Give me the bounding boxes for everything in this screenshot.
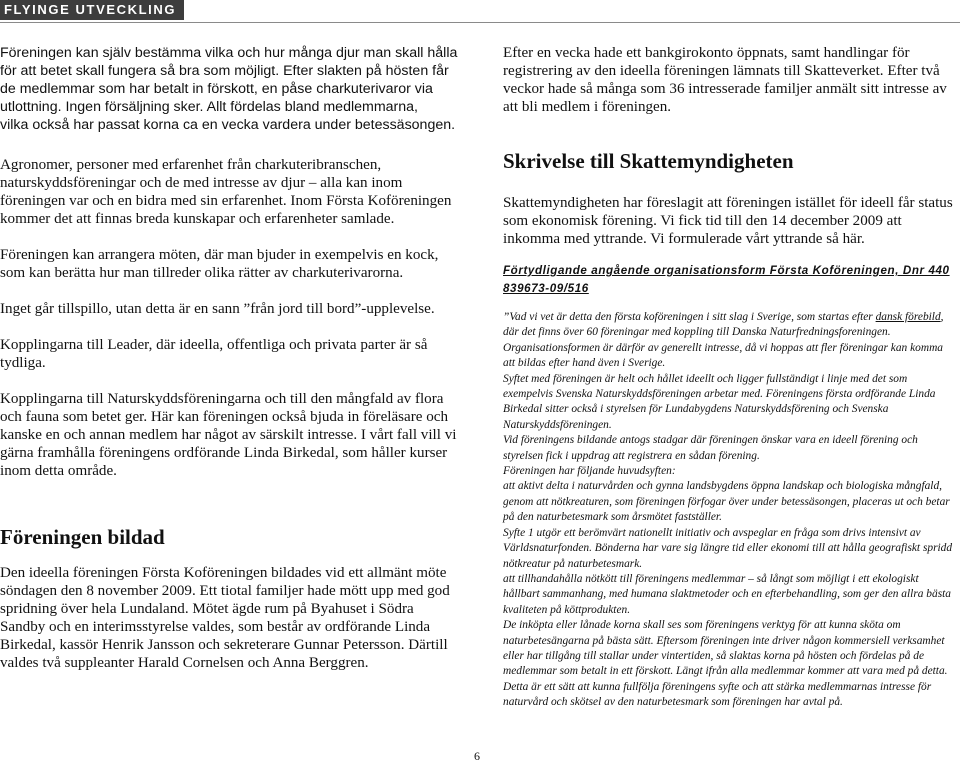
intro-line: de medlemmar som har betalt in förskott, en påse charkuterivaror via [0, 81, 433, 97]
paragraph-bankgiro: Efter en vecka hade ett bankgirokonto öppnats, samt handlingar för registrering av den ideella föreningen lämnats till Skatteverket. Efter två veckor hade så många som 36 intresserade familjer anmält sitt intresse av att bli medlem i föreningen. [503, 45, 947, 115]
paragraph-bildad: Den ideella föreningen Första Koföreningen bildades vid ett allmänt möte söndagen den 8 november 2009. Ett tiotal familjer hade mött upp med god spridning över hela Lundaland. Mötet ägde rum på Byahuset i Södra Sandby och en interimsstyrelse valdes, som består av ordförande Linda Birkedal, kassör Henrik Jansson och sekreterare Gunnar Petersson. Därtill valdes två suppleanter Harald Cornelsen och Anna Berggren. [0, 565, 450, 671]
quote-paragraph: De inköpta eller lånade korna skall ses som föreningens verktyg för att kunna sköta om naturbetesängarna på bästa sätt. Eftersom föreningen inte driver någon kommersiell verksamhet eller har tillgång till stallar under vintertiden, så slaktas korna på hösten och fördelas på de medlemmar som betalt in ett förskott. Längt ifrån alla medlemmar kommer att vara med på detta. Detta är ett sätt att kunna fullfölja föreningens syfte och att stärka medlemmarnas intresse för naturvård och skötsel av den naturbetesmark som föreningen har avtal på. [503, 619, 948, 709]
quote-text: , där det finns över 60 föreningar med koppling till Danska Naturfredningsforeningen. Organisationsformen är därför av generellt intresse, då vi hoppas att fler föreningar kan komma att bildas efter hand även i Sverige. [503, 311, 944, 370]
quoted-statement [503, 310, 955, 711]
paragraph-intro [0, 44, 462, 134]
quote-paragraph: Föreningen har följande huvudsyften: [503, 465, 676, 478]
paragraph-moten: Föreningen kan arrangera möten, där man bjuder in exempelvis en kock, som kan berätta hur man tillreder olika rätter av charkuterivarorna. [0, 247, 439, 281]
quote-paragraph [503, 310, 955, 372]
paragraph-leader: Kopplingarna till Leader, där ideella, offentliga och privata parter är så tydliga. [0, 337, 428, 371]
intro-line: för att betet skall fungera så bra som möjligt. Efter slakten på hösten får [0, 63, 449, 79]
left-column [0, 44, 462, 672]
heading-fortydligande: Förtydligande angående organisationsform Första Koföreningen, Dnr 440 839673-09/516 [503, 264, 950, 295]
page-number: 6 [474, 749, 480, 763]
heading-foreningen-bildad: Föreningen bildad [0, 525, 165, 549]
intro-line: vilka också har passat korna ca en vecka vardera under betessäsongen. [0, 117, 456, 133]
paragraph-skattemyndigheten: Skattemyndigheten har föreslagit att föreningen istället för ideell får status som ekonomisk förening. Vi fick tid till den 14 december 2009 att inkomma med yttrande. Vi formulerade vårt yttrande så här. [503, 195, 953, 247]
heading-skrivelse: Skrivelse till Skattemyndigheten [503, 149, 794, 173]
quote-underlined-text: dansk förebild [875, 311, 941, 323]
intro-line: utlottning. Ingen försäljning sker. Allt fördelas bland medlemmarna, [0, 99, 418, 115]
paragraph-jord-till-bord: Inget går tillspillo, utan detta är en sann ”från jord till bord”-upplevelse. [0, 301, 435, 317]
paragraph-agronomer: Agronomer, personer med erfarenhet från charkuteribranschen, naturskyddsföreningar och de med intresse av djur – alla kan inom föreningen var och en bidra med sin erfarenhet. Inom Första Koföreningen kommer det att finnas breda kunskapar och erfarenheter samlade. [0, 157, 452, 227]
quote-paragraph: att aktivt delta i naturvården och gynna landsbygdens öppna landskap och biologiska mångfald, genom att nötkreaturen, som föreningen förfogar över under betessäsongen, placeras ut och betar på den naturbetesmark som årsmötet fastställer. [503, 480, 950, 524]
paragraph-naturskydd: Kopplingarna till Naturskyddsföreningarna och till den mångfald av flora och fauna som betet ger. Här kan föreningen också bjuda in föreläsare och kanske en och annan medlem har något av särskilt intresse. I vårt fall vill vi gärna framhålla föreningens ordförande Linda Birkedal, som håller kurser inom detta område. [0, 391, 457, 479]
right-column [503, 44, 955, 711]
section-banner: FLYINGE UTVECKLING [0, 0, 184, 20]
quote-paragraph: Syftet med föreningen är helt och hållet ideellt och ligger fullständigt i linje med det som exempelvis Svenska Naturskyddsföreningen arbetar med. Föreningens första ordförande Linda Birkedal sitter också i styrelsen för Lundabygdens Naturskyddsförening och Svenska Naturskyddsföreningen. [503, 372, 936, 431]
header-rule [0, 22, 960, 23]
quote-text: ”Vad vi vet är detta den första koföreningen i sitt slag i Sverige, som startas efter [503, 311, 876, 323]
quote-paragraph: Syfte 1 utgör ett berömvärt nationellt initiativ och avspeglar en fråga som drivs intensivt av Världsnaturfonden. Bönderna har vare sig längre tid eller ekonomi till att hålla geografiskt spridd nötkreatur på naturbetesmark. [503, 526, 953, 570]
intro-line: Föreningen kan själv bestämma vilka och hur många djur man skall hålla [0, 45, 458, 61]
quote-paragraph: Vid föreningens bildande antogs stadgar där föreningen önskar vara en ideell förening och styrelsen fick i uppdrag att registrera en sådan förening. [503, 434, 918, 462]
quote-paragraph: att tillhandahålla nötkött till föreningens medlemmar – så långt som möjligt i ett ekologiskt hållbart sammanhang, med humana slaktmetoder och en efterbehandling, som ger den allra bästa kvaliteten på köttprodukten. [503, 572, 951, 616]
